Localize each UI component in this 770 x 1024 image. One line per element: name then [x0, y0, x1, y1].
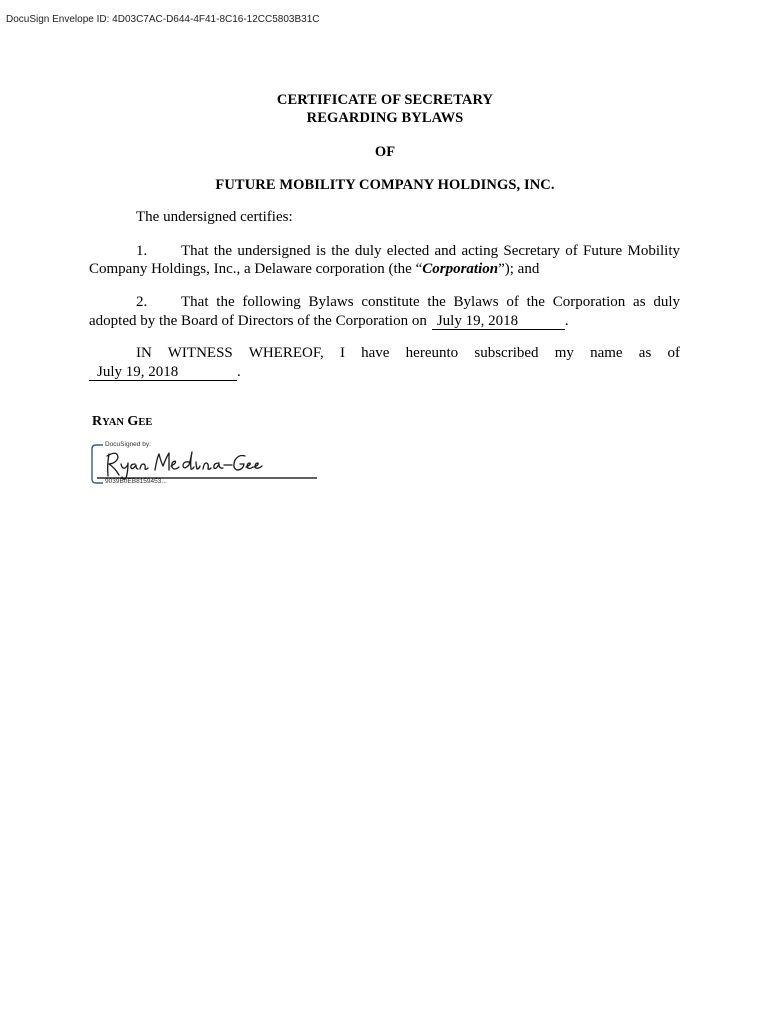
item-2-line-1: That the following Bylaws constitute the Bylaws of the Corporation as duly: [181, 294, 680, 310]
adoption-date-field: July 19, 2018: [432, 313, 565, 330]
corporation-defined-term: Corporation: [422, 261, 499, 277]
title-line-3: OF: [374, 144, 396, 160]
signer-name: [92, 414, 152, 430]
signer-first-rest: YAN: [102, 417, 124, 428]
item-1-line-2-end: ”); and: [498, 261, 540, 277]
item-1-line-2: [89, 258, 539, 280]
witness-period: .: [237, 364, 241, 380]
item-2-line-2-text: adopted by the Board of Directors of the Corporation on: [89, 313, 427, 329]
item-1-line-2-start: Company Holdings, Inc., a Delaware corporation (the “: [89, 261, 423, 277]
witness-date-field: July 19, 2018: [89, 364, 237, 381]
docusigned-by-label: DocuSigned by:: [105, 441, 151, 448]
docusign-envelope-id: DocuSign Envelope ID: 4D03C7AC-D644-4F41-8C16-12CC5803B31C: [6, 14, 320, 25]
witness-line-1: IN WITNESS WHEREOF, I have hereunto subscribed my name as of: [136, 345, 680, 361]
item-2-number: 2.: [136, 294, 148, 310]
signer-last-rest: EE: [138, 417, 153, 428]
intro-text: The undersigned certifies:: [136, 209, 293, 225]
company-name-title: FUTURE MOBILITY COMPANY HOLDINGS, INC.: [215, 177, 555, 193]
item-2-line-2-period: .: [564, 313, 569, 329]
handwritten-signature: [103, 448, 273, 480]
item-2-line-2: [89, 310, 569, 332]
signer-first-initial: R: [92, 414, 103, 429]
title-line-1: CERTIFICATE OF SECRETARY: [276, 92, 494, 108]
item-1-number: 1.: [136, 243, 148, 259]
signer-last-initial: G: [127, 414, 139, 429]
witness-line-2: [89, 361, 241, 383]
item-1-line-1: That the undersigned is the duly elected and acting Secretary of Future Mobility: [181, 243, 680, 259]
docusign-signature-id: 9039B0EB8159453...: [105, 478, 167, 485]
docusign-signature-block: [91, 438, 321, 490]
title-line-2: REGARDING BYLAWS: [306, 110, 464, 126]
